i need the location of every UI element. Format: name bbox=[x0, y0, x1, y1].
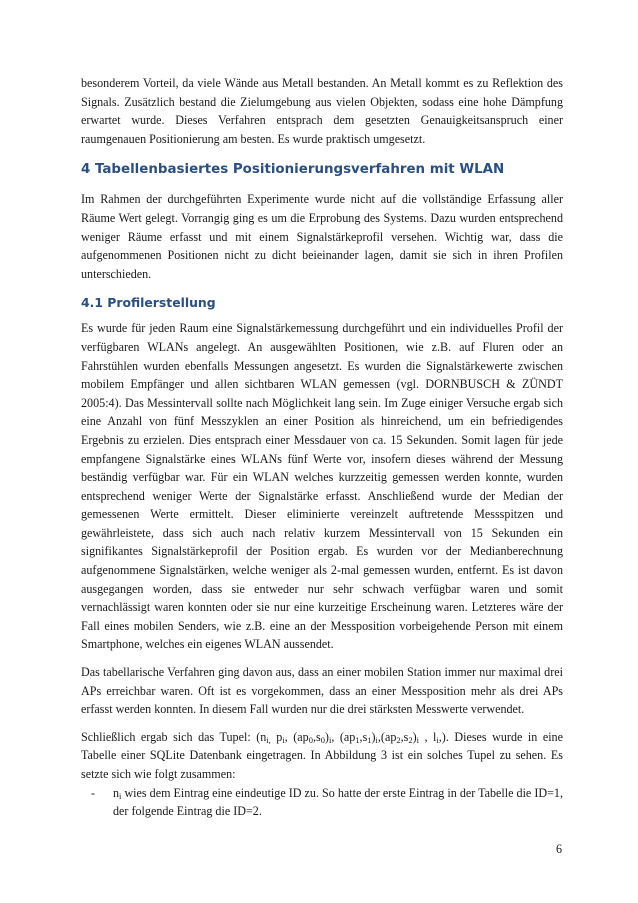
page-content bbox=[81, 74, 563, 821]
page-number: 6 bbox=[555, 842, 562, 856]
paragraph-intro: besonderem Vorteil, da viele Wände aus Metall bestanden. An Metall kommt es zu Reflektion des Signals. Zusätzlich bestand die Zielumgebung aus vielen Objekten, sodass eine hohe Dämpfung erwartet wurde. Dieses Verfahren entsprach dem gesetzten Genauigkeitsanspruch einer raumgenauen Positionierung am besten. Es wurde praktisch umgesetzt. bbox=[81, 76, 563, 146]
tupel-rest-text: . Dieses wurde in eine Tabelle einer SQLite Datenbank eingetragen. In Abbildung 3 ist ein solches Tupel zu sehen. Es setzte sich wie folgt zusammen: bbox=[81, 729, 563, 781]
paragraph-section-4: Im Rahmen der durchgeführten Experimente wurde nicht auf die vollständige Erfassung aller Räume Wert gelegt. Vorrangig ging es um die Erprobung des Systems. Dazu wurden entsprechend weniger Räume erfasst und mit einem Signalstärkeprofil versehen. Wichtig war, dass die aufgenommenen Positionen nicht zu dicht beieinander lagen, damit sie sich in ihren Profilen unterschieden. bbox=[81, 192, 563, 281]
tupel-formula: $_{i,}$ $p_i$, $(ap_0,s_0)_i$, $(ap_1,s_1)_i,(ap_2,s_2)_i$ , $l_i$,) bbox=[266, 729, 446, 745]
heading-section-4-1: 4.1 Profilerstellung bbox=[81, 295, 216, 311]
paragraph-tupel bbox=[81, 728, 563, 784]
paragraph-profilerstellung: Es wurde für jeden Raum eine Signalstärkemessung durchgeführt und ein individuelles Profil der verfügbaren WLANs angelegt. An ausgewählten Positionen, wie z.B. auf Fluren oder an Fahrstühlen wurden ebenfalls Messungen angesetzt. Es wurden die Signalstärkewerte zwischen mobilem Empfänger und allen sichtbaren WLAN gemessen (vgl. DORNBUSCH & ZÜNDT 2005:4). Das Messintervall sollte nach Möglichkeit lang sein. Im Zuge einiger Versuche ergab sich eine Anzahl von fünf Messzyklen an einer Position als hinreichend, um ein befriedigendes Ergebnis zu erzielen. Dies entsprach einer Messdauer von ca. 15 Sekunden. Somit lagen für jede empfangene Signalstärke eines WLANs fünf Werte vor, insofern dieses während der Messung beständig verfügbar war. Für ein WLAN welches kurzzeitig gemessen werden konnte, wurden entsprechend weniger Werte der Signalstärke erfasst. Anschließend wurde der Median der gemessenen Werte ermittelt. Dieser eliminierte vereinzelt auftretende Messspitzen und gewährleistete, dass sich auch nach relativ kurzem Messintervall von 15 Sekunden ein signifikantes Signalstärkeprofil der Position ergab. Es wurden vor der Medianberechnung aufgenommene Signalstärken, welche weniger als 2-mal gemessen wurden, entfernt. Es ist davon ausgegangen worden, dass sie entweder nur sehr schwach verfügbar waren und somit vernachlässigt waren konnten oder sie nur eine kurzeitige Erscheinung waren. Letzteres wäre der Fall eines mobilen Senders, wie z.B. eine an der Messposition vorbeigehende Person mit einem Smartphone, welches ein eigenes WLAN aussendet. bbox=[81, 321, 563, 652]
paragraph-tabellarisch: Das tabellarische Verfahren ging davon aus, dass an einer mobilen Station immer nur maximal drei APs erreichbar waren. Oft ist es vorgekommen, dass an einer Messposition mehr als drei APs erfasst werden konnten. In diesem Fall wurden nur die drei stärksten Messwerte verwendet. bbox=[81, 665, 563, 717]
list-item bbox=[81, 784, 563, 821]
tupel-lead-text: Schließlich ergab sich das Tupel: (n bbox=[81, 729, 267, 744]
list-item-variable-subscript: i bbox=[119, 790, 122, 801]
definition-list bbox=[81, 784, 563, 821]
heading-section-4: 4 Tabellenbasiertes Positionierungsverfahren mit WLAN bbox=[81, 162, 505, 178]
list-dash-marker: - bbox=[91, 785, 96, 800]
list-item-text: wies dem Eintrag eine eindeutige ID zu. So hatte der erste Eintrag in der Tabelle die ID=1, der folgende Eintrag die ID=2. bbox=[113, 785, 563, 819]
list-item-variable: n bbox=[113, 785, 120, 800]
